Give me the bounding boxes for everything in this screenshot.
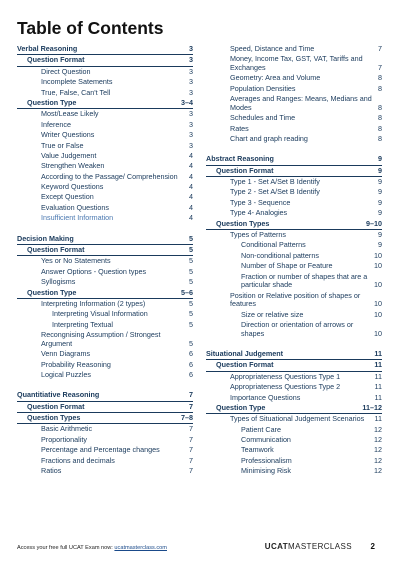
- toc-entry-label: Basic Arithmetic: [41, 424, 93, 434]
- toc-entry-page: 5: [189, 266, 193, 276]
- page-number: 2: [370, 542, 375, 551]
- toc-entry-label: Inference: [41, 119, 71, 129]
- toc-subsection[interactable]: [17, 402, 193, 413]
- toc-entry-page: 3: [189, 44, 193, 53]
- toc-entry-page: 11: [374, 414, 382, 424]
- toc-entry-label: Conditional Patterns: [241, 240, 306, 250]
- toc-entry-page: 9: [378, 240, 382, 250]
- toc-entry-page: 8: [378, 113, 382, 123]
- toc-entry-page: 7: [378, 44, 382, 53]
- toc-entry-page: 3–4: [181, 97, 193, 107]
- toc-entry-label: Professionalism: [241, 455, 292, 465]
- toc-entry-page: 12: [374, 455, 382, 465]
- brand-bold: UCAT: [264, 542, 289, 551]
- toc-entry-page: 3: [189, 66, 193, 76]
- toc-entry-label: True, False, Can't Tell: [41, 87, 111, 97]
- toc-subsection[interactable]: [17, 55, 193, 66]
- toc-entry-label: Speed, Distance and Time: [230, 44, 315, 53]
- toc-entry[interactable]: [17, 435, 193, 445]
- toc-column-left: [17, 44, 193, 476]
- toc-entry-label: Interpreting Visual Information: [52, 309, 148, 319]
- toc-entry-label: Number of Shape or Feature: [241, 261, 333, 271]
- toc-entry-label: Question Types: [216, 218, 270, 228]
- toc-entry-label: Evaluation Questions: [41, 202, 109, 212]
- toc-entry-page: 11–12: [362, 402, 382, 412]
- toc-entry[interactable]: [206, 445, 382, 455]
- toc-section[interactable]: [17, 390, 193, 401]
- toc-entry-page: 8: [378, 83, 382, 93]
- toc-entry-page: 10: [374, 250, 382, 260]
- toc-entry-label: According to the Passage/ Comprehension: [41, 171, 178, 181]
- toc-entry[interactable]: [206, 208, 382, 218]
- toc-entry[interactable]: [206, 261, 382, 271]
- toc-entry[interactable]: [17, 267, 193, 277]
- toc-subsection[interactable]: [17, 98, 193, 109]
- toc-entry[interactable]: [206, 310, 382, 320]
- toc-entry-page: 11: [374, 348, 382, 358]
- toc-entry-label: Communication: [241, 435, 291, 445]
- toc-entry-label: Question Format: [27, 245, 85, 255]
- toc-entry-page: 9: [378, 165, 382, 175]
- toc-entry[interactable]: [17, 466, 193, 476]
- toc-entry-label: Position or Relative position of shapes or features: [230, 290, 361, 309]
- toc-entry-page: 3: [189, 119, 193, 129]
- toc-subsection[interactable]: [206, 360, 382, 371]
- toc-entry-page: 3: [189, 77, 193, 87]
- toc-entry-label: Minimising Risk: [241, 466, 291, 476]
- toc-entry-label: Probability Reasoning: [41, 359, 111, 369]
- toc-entry[interactable]: [206, 84, 382, 94]
- toc-entry[interactable]: [206, 94, 382, 113]
- toc-subsection[interactable]: [17, 245, 193, 256]
- toc-entry-page: 5: [189, 233, 193, 243]
- toc-entry-page: 7: [189, 390, 193, 400]
- toc-entry-page: 5: [189, 245, 193, 255]
- toc-entry[interactable]: [17, 172, 193, 182]
- toc-entry-label: Logical Puzzles: [41, 369, 91, 379]
- toc-entry-page: 9: [378, 230, 382, 240]
- toc-entry-page: 7: [189, 445, 193, 455]
- toc-entry-page: 9: [378, 154, 382, 164]
- toc-entry-label: Interpreting Textual: [52, 319, 113, 329]
- toc-entry-page: 7: [378, 62, 382, 72]
- toc-entry-label: Question Type: [27, 97, 77, 107]
- toc-entry[interactable]: [17, 161, 193, 171]
- toc-section[interactable]: [206, 154, 382, 165]
- toc-entry-page: 3: [189, 109, 193, 119]
- toc-entry[interactable]: [206, 456, 382, 466]
- page-title: Table of Contents: [17, 18, 164, 38]
- toc-entry[interactable]: [17, 77, 193, 87]
- toc-entry[interactable]: [17, 360, 193, 370]
- toc-entry[interactable]: [17, 182, 193, 192]
- toc-entry-label: Types of Patterns: [230, 230, 286, 240]
- toc-entry-page: 4: [189, 202, 193, 212]
- toc-entry-page: 7: [189, 401, 193, 411]
- toc-entry-label: Decision Making: [17, 233, 74, 243]
- toc-entry-page: 7: [189, 424, 193, 434]
- toc-entry-label: True or False: [41, 140, 84, 150]
- toc-entry-label: Type 3 - Sequence: [230, 197, 291, 207]
- toc-entry-page: 6: [189, 359, 193, 369]
- toc-entry-label: Patient Care: [241, 424, 281, 434]
- toc-entry[interactable]: [17, 130, 193, 140]
- toc-entry-label: Strengthen Weaken: [41, 161, 105, 171]
- toc-entry-page: 4: [189, 182, 193, 192]
- toc-subsection[interactable]: [206, 219, 382, 230]
- toc-entry[interactable]: [17, 151, 193, 161]
- toc-entry-label: Appropriateness Questions Type 1: [230, 371, 341, 381]
- toc-entry[interactable]: [17, 120, 193, 130]
- toc-entry-page: 11: [374, 392, 382, 402]
- toc-entry-label: Verbal Reasoning: [17, 44, 78, 53]
- toc-entry[interactable]: [17, 256, 193, 266]
- toc-entry-page: 5: [189, 309, 193, 319]
- toc-entry[interactable]: [206, 134, 382, 144]
- toc-entry-label: Question Format: [216, 165, 274, 175]
- toc-entry-page: 11: [374, 371, 382, 381]
- toc-subsection[interactable]: [17, 413, 193, 424]
- toc-entry-label: Abstract Reasoning: [206, 154, 274, 164]
- toc-entry[interactable]: [17, 141, 193, 151]
- toc-entry-page: 5: [189, 298, 193, 308]
- toc-entry-page: 5: [189, 277, 193, 287]
- toc-entry-label: Non-conditional patterns: [241, 250, 319, 260]
- toc-entry-page: 5: [189, 338, 193, 348]
- toc-entry-page: 5: [189, 256, 193, 266]
- toc-entry-page: 7: [189, 434, 193, 444]
- toc-entry-page: 3: [189, 140, 193, 150]
- toc-entry-page: 11: [374, 360, 382, 370]
- toc-entry-label: Schedules and Time: [230, 113, 296, 123]
- toc-entry-page: 8: [378, 123, 382, 133]
- toc-entry-label: Syllogisms: [41, 277, 76, 287]
- toc-entry-page: 10: [374, 299, 382, 309]
- toc-entry[interactable]: [206, 435, 382, 445]
- toc-entry-page: 4: [189, 171, 193, 181]
- toc-entry-label: Except Question: [41, 192, 94, 202]
- toc-entry[interactable]: [17, 192, 193, 202]
- toc-entry[interactable]: [17, 349, 193, 359]
- toc-entry-label: Question Types: [27, 413, 81, 423]
- toc-entry[interactable]: [206, 73, 382, 83]
- toc-entry[interactable]: [17, 277, 193, 287]
- toc-entry-label: Rates: [230, 123, 249, 133]
- toc-entry[interactable]: [17, 456, 193, 466]
- toc-entry[interactable]: [206, 372, 382, 382]
- toc-column-right: [206, 44, 382, 477]
- toc-entry-label: Question Type: [27, 287, 77, 297]
- toc-entry-page: 4: [189, 161, 193, 171]
- toc-entry-page: 9: [378, 208, 382, 218]
- toc-entry-label: Recongnising Assumption / Strongest Argument: [41, 330, 161, 348]
- toc-entry-page: 7–8: [181, 413, 193, 423]
- toc-entry[interactable]: [206, 187, 382, 197]
- toc-entry-page: 7: [189, 466, 193, 476]
- toc-entry-label: Quantitiative Reasoning: [17, 390, 100, 400]
- toc-entry-page: 8: [378, 73, 382, 83]
- toc-entry-label: Direction or orientation of arrows or shapes: [241, 319, 354, 338]
- toc-subsection[interactable]: [206, 166, 382, 177]
- toc-entry[interactable]: [206, 240, 382, 250]
- toc-entry-page: 4: [189, 150, 193, 160]
- toc-entry-label: Venn Diagrams: [41, 349, 91, 359]
- toc-entry[interactable]: [17, 203, 193, 213]
- toc-entry-page: 5–6: [181, 287, 193, 297]
- toc-entry[interactable]: [17, 109, 193, 119]
- brand-logo: [265, 542, 352, 551]
- footer-note: [17, 545, 167, 551]
- toc-entry[interactable]: [206, 466, 382, 476]
- toc-entry-label: Type 1 - Set A/Set B Identify: [230, 177, 320, 187]
- toc-entry[interactable]: [206, 251, 382, 261]
- toc-entry-page: 9: [378, 187, 382, 197]
- toc-entry-label: Types of Situational Judgement Scenarios: [230, 414, 365, 424]
- toc-entry-page: 10: [374, 309, 382, 319]
- toc-entry-label: Answer Options - Question types: [41, 266, 147, 276]
- toc-entry-page: 9: [378, 197, 382, 207]
- toc-entry-label: Chart and graph reading: [230, 133, 308, 143]
- brand-thin: MASTERCLASS: [288, 542, 352, 551]
- toc-entry-page: 7: [189, 455, 193, 465]
- toc-entry-page: 10: [374, 280, 382, 290]
- toc-entry-label: Question Format: [216, 360, 274, 370]
- toc-entry-label: Type 4- Analogies: [230, 208, 288, 218]
- toc-entry-page: 4: [189, 213, 193, 223]
- toc-entry[interactable]: [17, 309, 193, 319]
- toc-entry-label: Averages and Ranges: Means, Medians and Modes: [230, 94, 372, 112]
- toc-entry-page: 3: [189, 55, 193, 65]
- toc-entry[interactable]: [17, 88, 193, 98]
- toc-entry-label: Money, Income Tax, GST, VAT, Tariffs and Exchanges: [230, 54, 363, 72]
- toc-entry-page: 12: [374, 424, 382, 434]
- toc-entry[interactable]: [206, 44, 382, 54]
- toc-entry-page: 12: [374, 445, 382, 455]
- toc-entry-page: 6: [189, 349, 193, 359]
- toc-entry-label: Fraction or number of shapes that are a particular shade: [241, 271, 368, 290]
- toc-entry-page: 5: [189, 319, 193, 329]
- toc-entry-label: Direct Question: [41, 66, 91, 76]
- toc-entry[interactable]: [17, 299, 193, 309]
- toc-entry-page: 9–10: [366, 218, 382, 228]
- toc-entry[interactable]: [206, 382, 382, 392]
- toc-entry-label: Insufficient Information: [41, 213, 114, 223]
- toc-subsection[interactable]: [17, 288, 193, 299]
- toc-entry[interactable]: [206, 54, 382, 73]
- toc-entry[interactable]: [17, 445, 193, 455]
- toc-entry-label: Teamwork: [241, 445, 274, 455]
- toc-entry[interactable]: [206, 414, 382, 424]
- toc-entry[interactable]: [206, 124, 382, 134]
- toc-entry[interactable]: [206, 198, 382, 208]
- footer-link[interactable]: ucatmasterclass.com: [114, 545, 167, 551]
- toc-entry-label: Incomplete Satements: [41, 77, 113, 87]
- toc-entry-label: Appropriateness Questions Type 2: [230, 382, 341, 392]
- toc-entry[interactable]: [17, 330, 193, 349]
- toc-entry-label: Ratios: [41, 466, 62, 476]
- toc-entry-page: 10: [374, 261, 382, 271]
- toc-entry-label: Type 2 - Set A/Set B Identify: [230, 187, 320, 197]
- toc-entry-label: Size or relative size: [241, 309, 304, 319]
- toc-section[interactable]: [206, 349, 382, 360]
- toc-section[interactable]: [17, 234, 193, 245]
- toc-entry-label: Fractions and decimals: [41, 455, 115, 465]
- toc-entry-page: 3: [189, 87, 193, 97]
- toc-entry-label: Keyword Questions: [41, 182, 104, 192]
- toc-entry[interactable]: [206, 425, 382, 435]
- toc-entry-page: 8: [378, 102, 382, 112]
- toc-entry[interactable]: [17, 370, 193, 380]
- toc-entry[interactable]: [17, 213, 193, 223]
- toc-entry[interactable]: [17, 320, 193, 330]
- toc-entry-label: Percentage and Percentage changes: [41, 445, 160, 455]
- toc-subsection[interactable]: [206, 403, 382, 414]
- footer-text: Access your free full UCAT Exam now:: [17, 545, 113, 551]
- toc-entry-page: 12: [374, 466, 382, 476]
- toc-entry[interactable]: [206, 320, 382, 339]
- toc-entry-label: Question Type: [216, 402, 266, 412]
- toc-section[interactable]: [17, 44, 193, 55]
- toc-entry-page: 6: [189, 369, 193, 379]
- toc-entry[interactable]: [206, 113, 382, 123]
- toc-entry[interactable]: [17, 67, 193, 77]
- toc-entry[interactable]: [17, 424, 193, 434]
- toc-entry-label: Population Densities: [230, 83, 296, 93]
- toc-entry-page: 4: [189, 192, 193, 202]
- toc-entry-label: Situational Judgement: [206, 348, 284, 358]
- toc-entry-label: Importance Questions: [230, 392, 301, 402]
- toc-entry[interactable]: [206, 291, 382, 310]
- toc-entry-page: 8: [378, 133, 382, 143]
- toc-entry[interactable]: [206, 272, 382, 291]
- toc-entry-page: 9: [378, 177, 382, 187]
- toc-entry[interactable]: [206, 393, 382, 403]
- toc-entry-label: Yes or No Statements: [41, 256, 111, 266]
- toc-entry[interactable]: [206, 230, 382, 240]
- toc-entry-label: Question Format: [27, 55, 85, 65]
- toc-entry-label: Most/Lease Likely: [41, 109, 99, 119]
- toc-entry-page: 12: [374, 435, 382, 445]
- toc-entry-page: 10: [374, 328, 382, 338]
- toc-entry-label: Proportionality: [41, 434, 87, 444]
- toc-entry-label: Geometry: Area and Volume: [230, 73, 321, 83]
- toc-entry-label: Question Format: [27, 401, 85, 411]
- toc-entry-label: Writer Questions: [41, 130, 95, 140]
- toc-entry-page: 11: [374, 382, 382, 392]
- toc-entry-page: 3: [189, 130, 193, 140]
- toc-entry-label: Interpreting Information (2 types): [41, 298, 146, 308]
- toc-entry-label: Value Judgement: [41, 150, 97, 160]
- toc-entry[interactable]: [206, 177, 382, 187]
